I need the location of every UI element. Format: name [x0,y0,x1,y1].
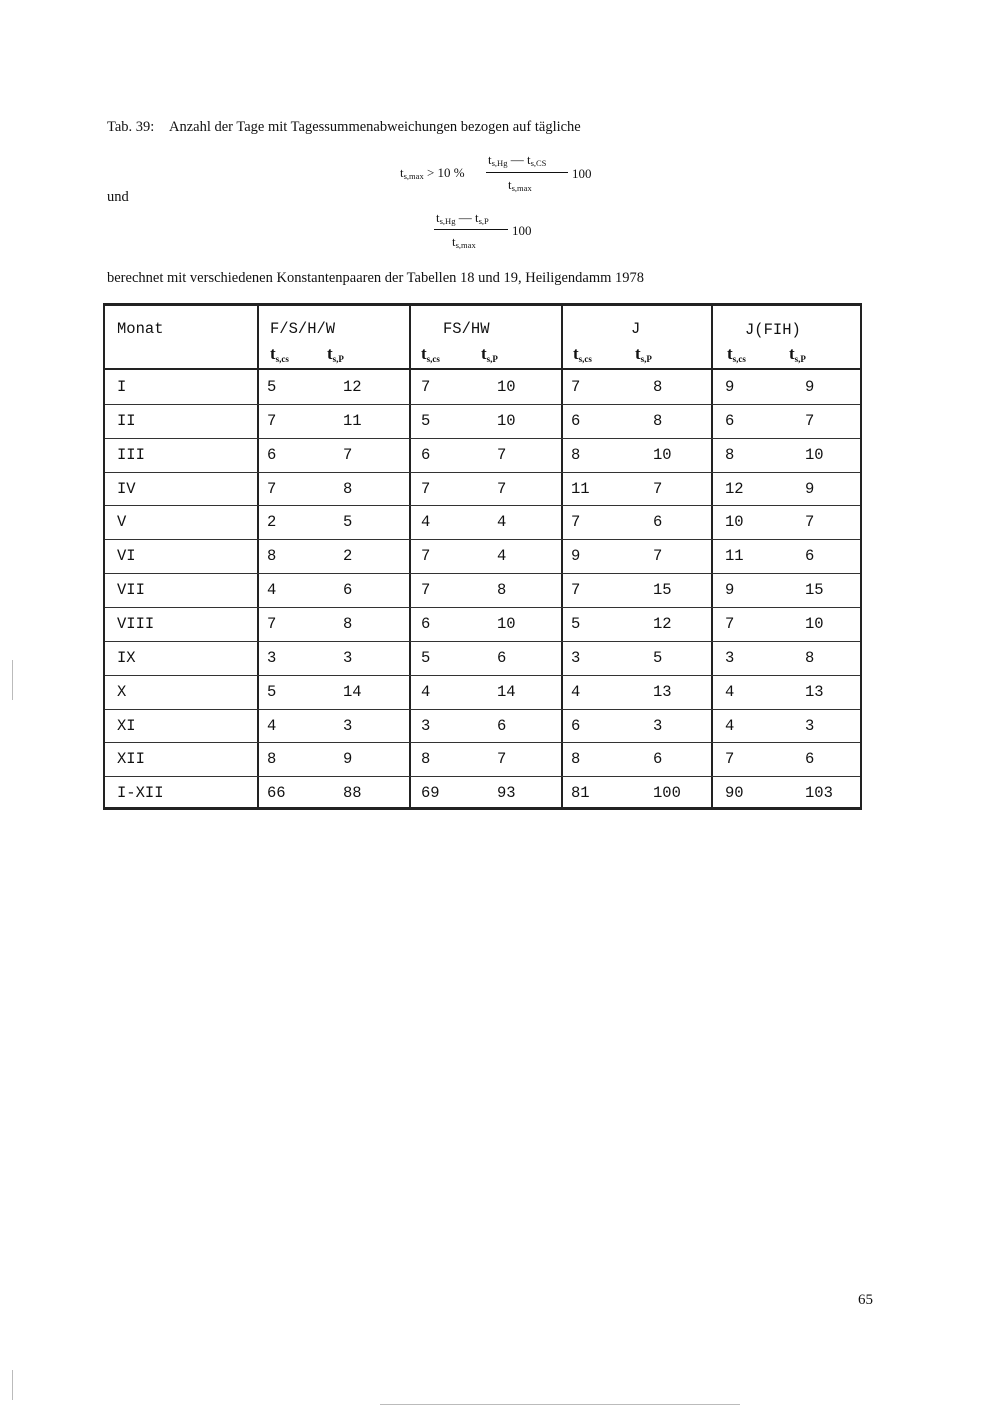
formula1-minus: — [507,152,527,167]
table-cell: 4 [267,716,277,735]
row-month-label: II [117,411,136,430]
table-cell: 8 [571,750,581,769]
subheader-sub-p: s,P [486,354,498,364]
table-cell: 7 [421,479,431,498]
subheader-ts-cs [270,344,289,364]
table-cell: 4 [421,513,431,532]
table-cell: 15 [805,581,824,600]
table-cell: 66 [267,784,286,803]
caption-continuation: berechnet mit verschiedenen Konstantenpaaren der Tabellen 18 und 19, Heiligendamm 1978 [107,270,645,286]
table-cell: 7 [267,614,277,633]
table-cell: 88 [343,784,362,803]
table-cell: 7 [343,445,353,464]
table-cell: 5 [653,648,663,667]
row-month-label: VIII [117,614,155,633]
subheader-t: t [789,344,795,363]
scan-edge-line [380,1404,740,1405]
row-month-label: IV [117,479,136,498]
row-divider [105,573,860,574]
table-cell: 7 [571,581,581,600]
subheader-sub-cs: s,cs [426,354,440,364]
margin-mark [12,660,13,700]
subheader-t: t [635,344,641,363]
table-cell: 14 [497,682,516,701]
table-cell: 8 [805,648,815,667]
table-cell: 4 [725,716,735,735]
column-divider [561,306,563,807]
subheader-t: t [327,344,333,363]
formula1-factor: 100 [572,166,592,181]
table-cell: 12 [725,479,744,498]
table-cell: 8 [653,378,663,396]
table-cell: 9 [725,581,735,600]
table-cell: 7 [267,479,277,498]
header-group-fs-hw: FS/HW [443,320,490,338]
formula2-numerator [436,210,489,226]
formula2-num-t2: t [474,210,479,225]
table-cell: 90 [725,784,744,803]
subheader-ts-p [327,344,344,364]
table-cell: 5 [267,378,277,396]
table-cell: 4 [725,682,735,701]
formula2-den-sub: s,max [455,240,476,250]
table-cell: 3 [725,648,735,667]
table-cell: 2 [343,547,353,566]
subheader-t: t [573,344,579,363]
table-cell: 69 [421,784,440,803]
header-month: Monat [117,320,164,338]
formula1-num-sub2: s,CS [530,158,547,168]
row-month-label: XII [117,750,145,769]
row-month-label: IX [117,648,136,667]
table-cell: 7 [653,479,663,498]
table-cell: 7 [497,479,507,498]
table-cell: 7 [267,411,277,430]
table-cell: 8 [653,411,663,430]
formula2-num-t1: t [436,210,440,225]
subheader-ts-p [481,344,498,364]
table-cell: 12 [653,614,672,633]
table-cell: 3 [805,716,815,735]
header-group-j: J [631,320,641,338]
table-cell: 2 [267,513,277,532]
table-cell: 3 [343,716,353,735]
table-cell: 9 [805,479,815,498]
table-cell: 6 [343,581,353,600]
row-divider [105,742,860,743]
table-cell: 8 [343,479,353,498]
table-cell: 11 [725,547,744,566]
table-cell: 7 [805,411,815,430]
row-divider [105,641,860,642]
table-cell: 3 [343,648,353,667]
table-cell: 7 [497,445,507,464]
formula1-gt: > 10 % [423,165,465,180]
header-group-j-fih: J(FIH) [745,321,801,339]
table-cell: 13 [653,682,672,701]
table-cell: 6 [571,716,581,735]
table-cell: 4 [267,581,277,600]
table-cell: 10 [497,614,516,633]
table-cell: 8 [421,750,431,769]
row-month-label: VI [117,547,136,566]
row-month-label: VII [117,581,145,600]
subheader-ts-cs [421,344,440,364]
subheader-ts-p [635,344,652,364]
formula1-num-sub1: s,Hg [491,158,508,168]
table-cell: 9 [343,750,353,769]
formula2-minus: — [455,210,475,225]
table-cell: 6 [805,750,815,769]
row-divider [105,675,860,676]
table-cell: 9 [571,547,581,566]
subheader-t: t [727,344,733,363]
table-cell: 15 [653,581,672,600]
formula1-fraction-bar [486,172,568,173]
row-divider [105,472,860,473]
subheader-ts-cs [727,344,746,364]
table-cell: 8 [725,445,735,464]
table-cell: 8 [267,750,277,769]
table-cell: 10 [805,614,824,633]
formula1-den-t: t [508,177,512,192]
table-cell: 10 [497,378,516,396]
table-cell: 4 [497,547,507,566]
table-cell: 4 [571,682,581,701]
formula2-num-sub2: s,P [478,216,489,226]
header-divider [105,368,860,370]
row-month-label: III [117,445,145,464]
subheader-sub-p: s,P [640,354,652,364]
table-cell: 3 [571,648,581,667]
table-cell: 7 [571,378,581,396]
formula2-factor: 100 [512,223,532,238]
und-text: und [107,189,129,205]
table-cell: 11 [343,411,362,430]
table-cell: 6 [497,716,507,735]
table-cell: 3 [421,716,431,735]
row-month-label: I [117,378,127,396]
table-cell: 93 [497,784,516,803]
table-cell: 10 [497,411,516,430]
column-divider [409,306,411,807]
subheader-sub-p: s,P [794,354,806,364]
formula2-fraction-bar [434,229,508,230]
subheader-sub-cs: s,cs [732,354,746,364]
row-month-label: I-XII [117,784,164,803]
table-cell: 6 [725,411,735,430]
table-cell: 103 [805,784,833,803]
table-cell: 7 [725,614,735,633]
table-cell: 7 [805,513,815,532]
subheader-t: t [421,344,427,363]
subheader-ts-cs [573,344,592,364]
row-divider [105,539,860,540]
formula1-denominator [508,177,532,193]
table-cell: 8 [343,614,353,633]
table-cell: 6 [653,513,663,532]
caption-label: Tab. 39: [107,119,155,135]
formula2-denominator [452,234,476,250]
table-cell: 7 [421,547,431,566]
table-cell: 5 [421,648,431,667]
formula2-num-sub1: s,Hg [439,216,456,226]
formula1-threshold [400,165,465,181]
column-divider [711,306,713,807]
table-cell: 4 [421,682,431,701]
table-cell: 14 [343,682,362,701]
table-cell: 7 [421,378,431,396]
margin-mark [12,1370,13,1400]
caption-text: Anzahl der Tage mit Tagessummenabweichungen bezogen auf tägliche [169,119,581,135]
table-cell: 10 [805,445,824,464]
column-divider [257,306,259,807]
table-cell: 6 [571,411,581,430]
table-cell: 10 [653,445,672,464]
row-divider [105,776,860,777]
formula1-den-sub: s,max [511,183,532,193]
subheader-sub-p: s,P [332,354,344,364]
table-cell: 5 [571,614,581,633]
table-cell: 100 [653,784,681,803]
formula1-num-t2: t [526,152,531,167]
row-month-label: XI [117,716,136,735]
table-cell: 8 [571,445,581,464]
subheader-ts-p [789,344,806,364]
table-cell: 3 [267,648,277,667]
formula1-lhs-sub: s,max [403,171,424,181]
table-cell: 11 [571,479,590,498]
table-cell: 4 [497,513,507,532]
table-cell: 5 [267,682,277,701]
subheader-sub-cs: s,cs [578,354,592,364]
formula2-den-t: t [452,234,456,249]
table-caption [107,119,581,136]
row-month-label: V [117,513,127,532]
row-month-label: X [117,682,127,701]
row-divider [105,709,860,710]
row-divider [105,607,860,608]
table-cell: 7 [653,547,663,566]
subheader-t: t [270,344,276,363]
table-cell: 7 [421,581,431,600]
page-number: 65 [858,1292,873,1308]
subheader-t: t [481,344,487,363]
table-cell: 5 [421,411,431,430]
table-cell: 3 [653,716,663,735]
table-cell: 7 [725,750,735,769]
table-cell: 6 [497,648,507,667]
formula1-num-t1: t [488,152,492,167]
table-cell: 6 [421,445,431,464]
table-cell: 9 [805,378,815,396]
table-cell: 8 [267,547,277,566]
table-cell: 81 [571,784,590,803]
formula1-lhs-t: t [400,165,404,180]
formula1-numerator [488,152,546,168]
table-cell: 9 [725,378,735,396]
header-group-fshw: F/S/H/W [270,320,336,338]
table-cell: 10 [725,513,744,532]
row-divider [105,505,860,506]
table-cell: 7 [571,513,581,532]
table-cell: 13 [805,682,824,701]
row-divider [105,404,860,405]
table-cell: 12 [343,378,362,396]
table-cell: 6 [421,614,431,633]
table-cell: 5 [343,513,353,532]
subheader-sub-cs: s,cs [275,354,289,364]
data-table [103,303,862,810]
table-cell: 6 [805,547,815,566]
row-divider [105,438,860,439]
table-cell: 6 [267,445,277,464]
table-cell: 6 [653,750,663,769]
table-cell: 8 [497,581,507,600]
table-cell: 7 [497,750,507,769]
